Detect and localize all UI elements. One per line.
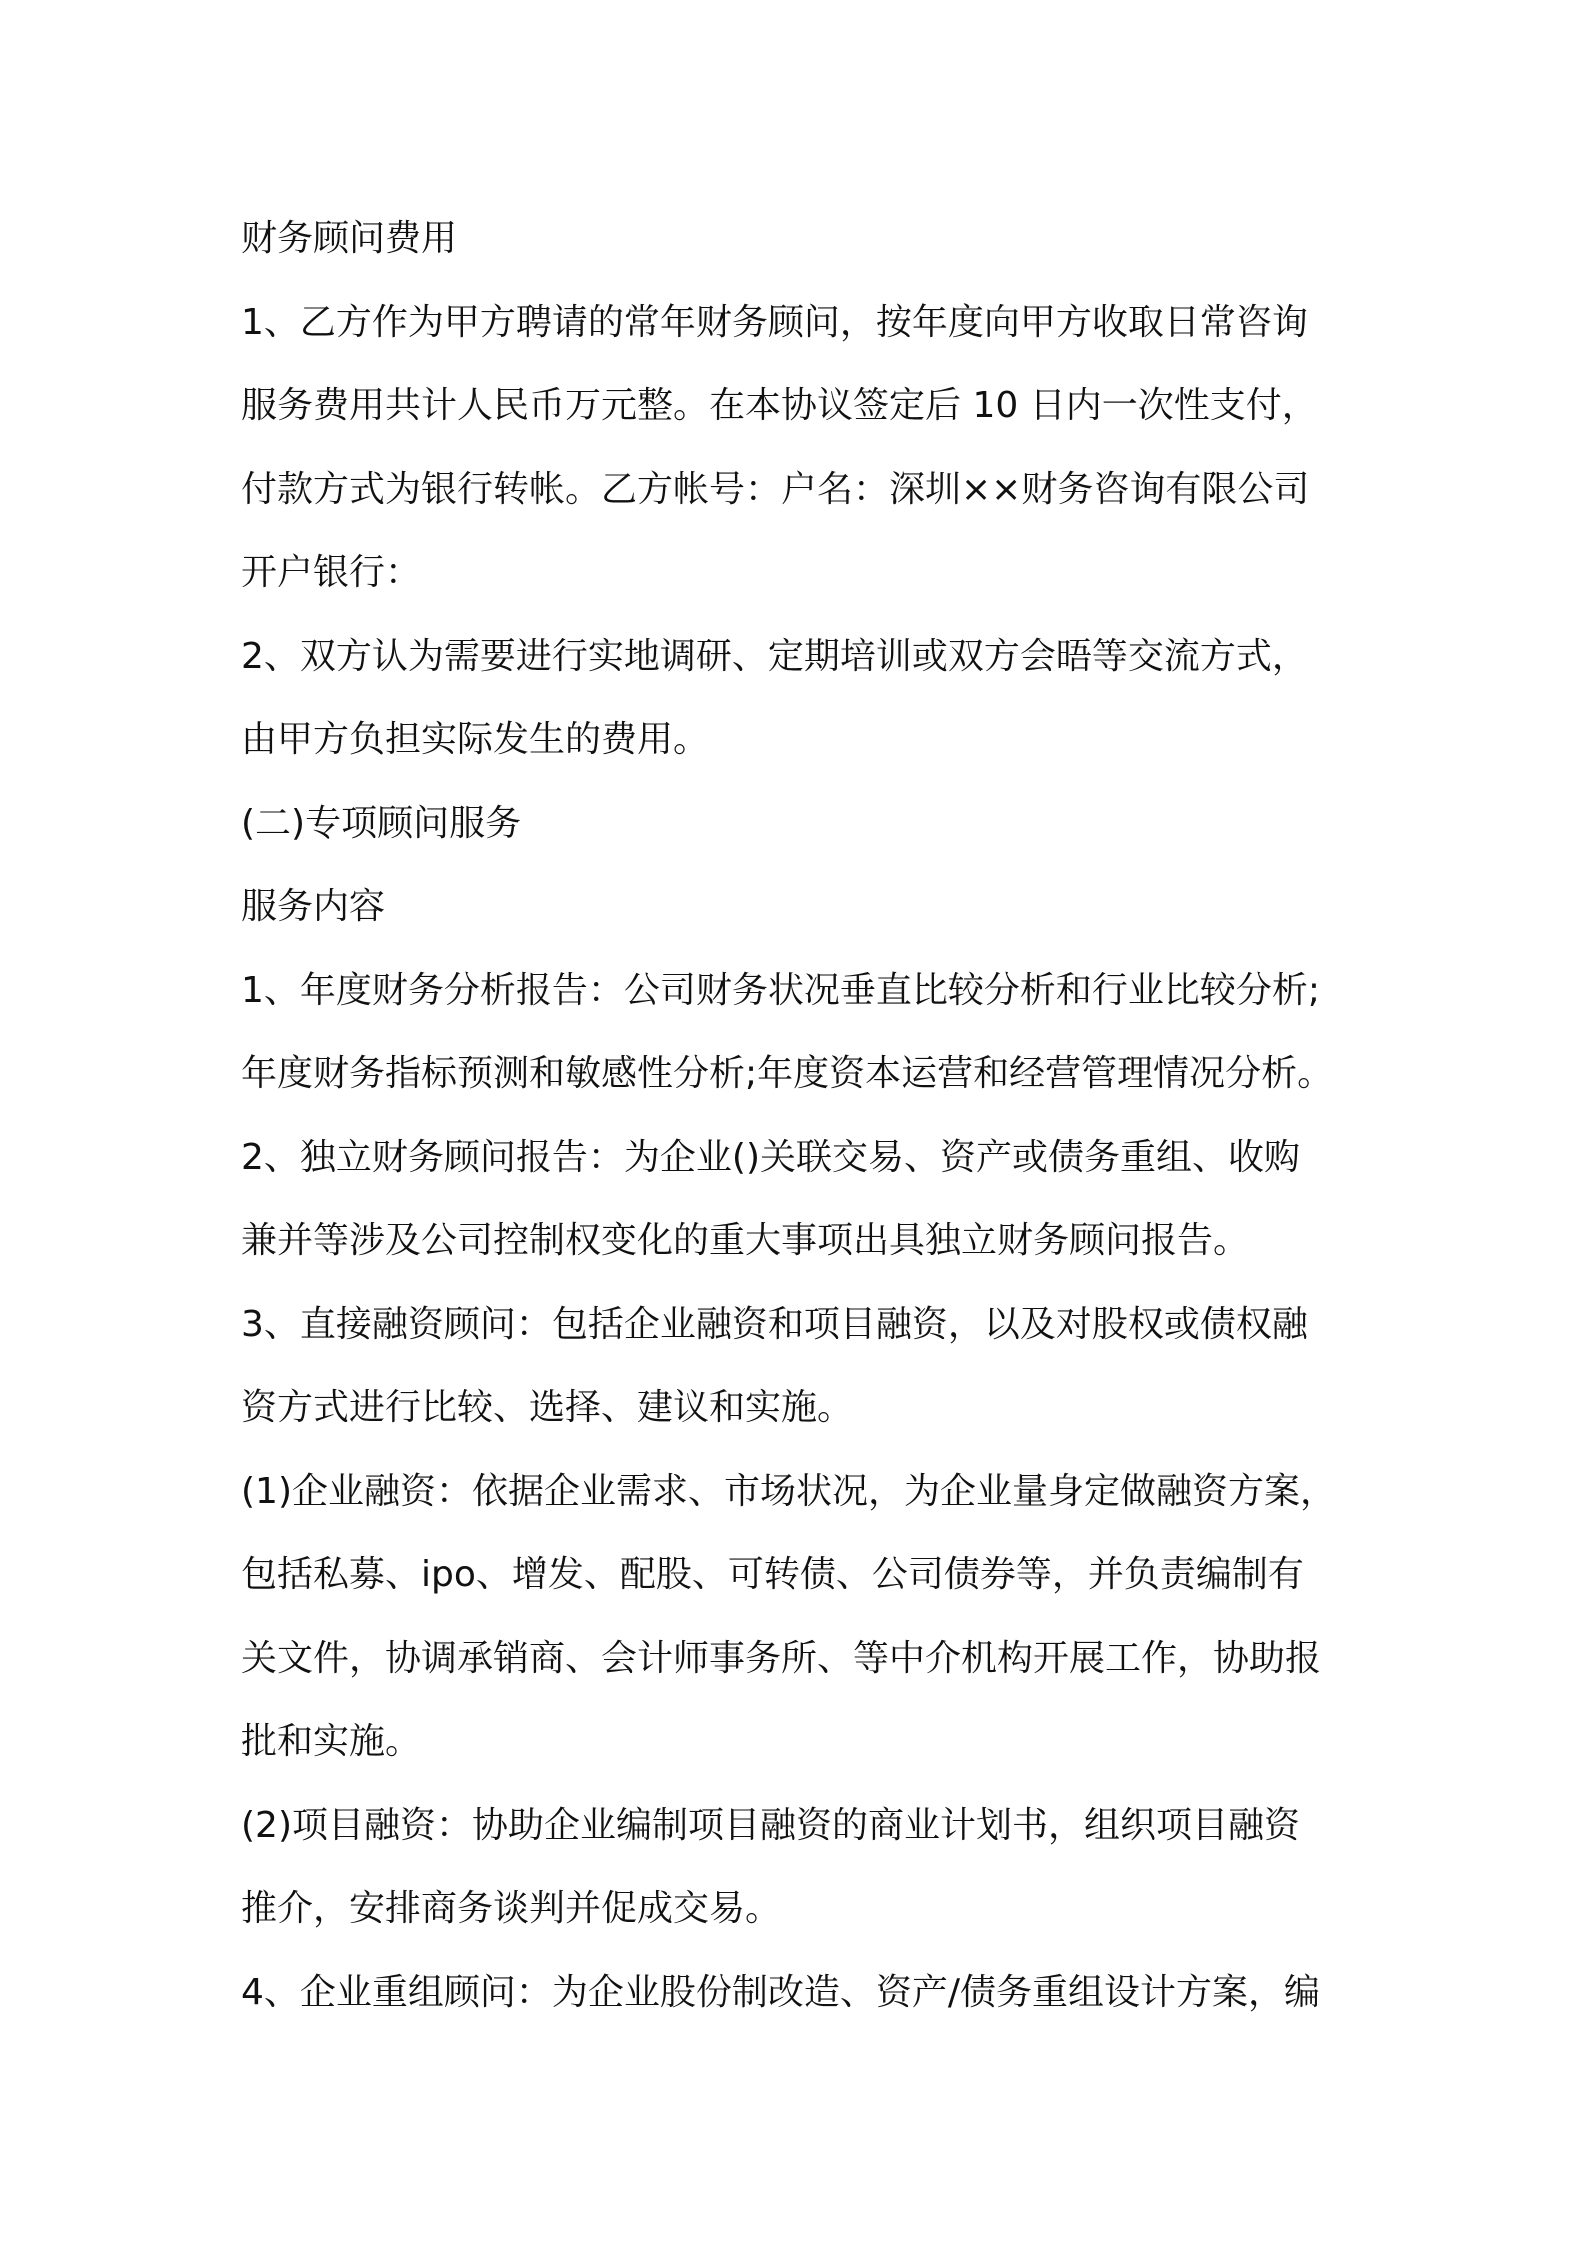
paragraph-line: 由甲方负担实际发生的费用。	[241, 719, 710, 760]
paragraph-line: 服务费用共计人民币万元整。在本协议签定后 10 日内一次性支付，	[241, 385, 1318, 426]
paragraph-line: 4、企业重组顾问：为企业股份制改造、资产/债务重组设计方案，编	[241, 1971, 1321, 2013]
paragraph-line: 关文件，协调承销商、会计师事务所、等中介机构开展工作，协助报	[241, 1637, 1322, 1679]
paragraph-line: 兼并等涉及公司控制权变化的重大事项出具独立财务顾问报告。	[241, 1220, 1250, 1261]
paragraph-line: 批和实施。	[241, 1721, 422, 1762]
paragraph-line: 包括私募、ipo、增发、配股、可转债、公司债券等，并负责编制有	[241, 1554, 1304, 1595]
section-heading-advisory-fees: 财务顾问费用	[241, 218, 458, 259]
paragraph-line: 3、直接融资顾问：包括企业融资和项目融资，以及对股权或债权融	[241, 1303, 1308, 1345]
paragraph-line: 2、独立财务顾问报告：为企业()关联交易、资产或债务重组、收购	[241, 1136, 1300, 1178]
paragraph-line: 开户银行：	[241, 552, 422, 593]
paragraph-line: 推介，安排商务谈判并促成交易。	[241, 1888, 782, 1929]
section-heading-service-content: 服务内容	[241, 886, 386, 927]
document-body	[241, 197, 1361, 2034]
paragraph-line: 1、年度财务分析报告：公司财务状况垂直比较分析和行业比较分析;	[241, 969, 1321, 1011]
paragraph-line: (1)企业融资：依据企业需求、市场状况，为企业量身定做融资方案，	[241, 1470, 1336, 1512]
paragraph-line: 资方式进行比较、选择、建议和实施。	[241, 1387, 854, 1428]
section-heading-special-advisory: (二)专项顾问服务	[241, 802, 522, 844]
paragraph-line: (2)项目融资：协助企业编制项目融资的商业计划书，组织项目融资	[241, 1804, 1300, 1846]
paragraph-line: 付款方式为银行转帐。乙方帐号：户名：深圳××财务咨询有限公司	[241, 468, 1310, 510]
paragraph-line: 1、乙方作为甲方聘请的常年财务顾问，按年度向甲方收取日常咨询	[241, 301, 1308, 343]
paragraph-line: 2、双方认为需要进行实地调研、定期培训或双方会晤等交流方式，	[241, 635, 1308, 677]
paragraph-line: 年度财务指标预测和敏感性分析;年度资本运营和经营管理情况分析。	[241, 1053, 1334, 1094]
